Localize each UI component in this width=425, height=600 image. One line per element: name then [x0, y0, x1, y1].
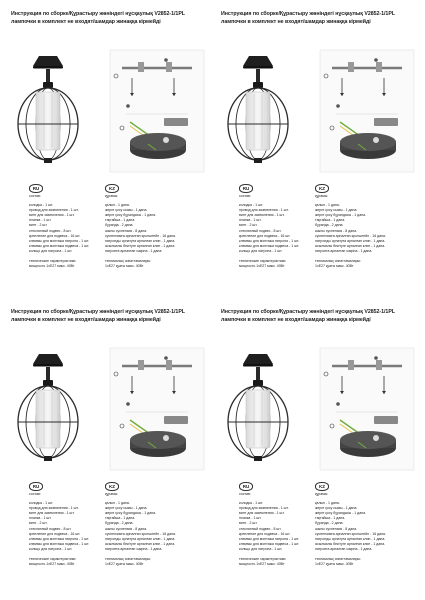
lang-badge-kz: KZ	[105, 184, 119, 193]
spec-heading: техникалық сипаттамалары:	[315, 259, 362, 264]
contents-item: патронға арналған сақина - 1 дана.	[315, 546, 373, 551]
contents-item: планка - 1 шт.	[29, 218, 52, 223]
spec-heading: техникалық сипаттамалары:	[315, 557, 362, 562]
contents-item: планка - 1 шт.	[239, 516, 262, 521]
contents-item: қалып - 1 дана.	[105, 203, 130, 208]
contents-item: колодка - 1 шт.	[29, 203, 54, 208]
contents-item: патронды орнатуға арналған клип - 1 дана.	[105, 238, 176, 243]
contents-ru	[239, 492, 313, 567]
contents-item: крепление для подвеса - 16 шт.	[239, 233, 291, 238]
contents-item: қалып - 1 дана.	[315, 501, 340, 506]
contents-heading: құрамы:	[315, 492, 329, 496]
lamp-illustration	[11, 52, 85, 172]
contents-item: провод для заземления - 1 шт.	[239, 506, 289, 511]
contents-item: клеммы для монтажа подвеса - 1 шт.	[29, 243, 90, 248]
spec-value: 1xE27 қуаты макс. 40Вт	[105, 562, 144, 567]
contents-item: жерге қосу сымы - 1 дана.	[315, 506, 358, 511]
contents-item: патронды орнатуға арналған клип - 1 дана.	[315, 536, 386, 541]
lang-badge-kz: KZ	[105, 482, 119, 491]
contents-item: клеммы для монтажа патрона - 1 шт.	[239, 238, 300, 243]
contents-item: жерге қосу бұрандасы - 1 дана.	[105, 511, 157, 516]
contents-heading: құрамы:	[105, 194, 119, 198]
contents-item: винт для заземления - 1 шт.	[239, 511, 285, 516]
lamp-illustration	[11, 350, 85, 470]
mounting-diagram	[108, 48, 206, 174]
contents-ru	[29, 492, 103, 567]
contents-ru	[29, 194, 103, 269]
instruction-panel	[5, 8, 210, 300]
contents-item: винт - 2 шт.	[239, 521, 258, 526]
contents-item: клеммы для монтажа подвеса - 1 шт.	[29, 541, 90, 546]
mounting-diagram	[318, 48, 416, 174]
contents-item: қалып - 1 дана.	[315, 203, 340, 208]
contents-heading: құрамы:	[315, 194, 329, 198]
spec-heading: техникалық сипаттамалары:	[105, 259, 152, 264]
contents-item: шыны суспензия - 8 дана.	[315, 228, 358, 233]
contents-item: колодка - 1 шт.	[239, 501, 264, 506]
contents-item: бұранда - 2 дана.	[105, 223, 134, 228]
contents-item: қалып - 1 дана.	[105, 501, 130, 506]
contents-item: винт - 2 шт.	[29, 521, 48, 526]
lang-badge-kz: KZ	[315, 482, 329, 491]
contents-item: колодка - 1 шт.	[239, 203, 264, 208]
contents-item: клеммы для монтажа патрона - 1 шт.	[239, 536, 300, 541]
contents-item: тақтайша - 1 дана.	[315, 516, 346, 521]
contents-item: тақтайша - 1 дана.	[315, 218, 346, 223]
contents-item: патронға арналған сақина - 1 дана.	[105, 546, 163, 551]
contents-item: шыны суспензия - 8 дана.	[315, 526, 358, 531]
contents-item: бұранда - 2 дана.	[315, 521, 344, 526]
spec-value: мощность 1xE27 макс. 40Вт	[29, 562, 75, 567]
contents-item: шыны суспензия - 8 дана.	[105, 526, 148, 531]
contents-item: суспензияға арналған кронштейн - 16 дана.	[315, 531, 386, 536]
contents-kz	[315, 492, 415, 567]
mounting-diagram	[318, 346, 416, 472]
contents-item: винт для заземления - 1 шт.	[29, 511, 75, 516]
contents-item: клеммы для монтажа подвеса - 1 шт.	[239, 243, 300, 248]
contents-item: стеклянный подвес - 8 шт.	[29, 228, 72, 233]
panel-title: Инструкция по сборке/Құрастыру жөніндегі нұсқаулық V2852-1/1PL	[11, 11, 185, 17]
contents-item: жерге қосу сымы - 1 дана.	[315, 208, 358, 213]
contents-item: клеммы для монтажа подвеса - 1 шт.	[239, 541, 300, 546]
contents-item: крепление для подвеса - 16 шт.	[239, 531, 291, 536]
spec-heading: технические характеристики:	[29, 259, 77, 264]
contents-item: суспензияға арналған кронштейн - 16 дана.	[105, 233, 176, 238]
contents-item: кольцо для патрона - 1 шт.	[29, 248, 73, 253]
contents-item: планка - 1 шт.	[29, 516, 52, 521]
contents-item: бұранда - 2 дана.	[315, 223, 344, 228]
contents-item: винт - 2 шт.	[29, 223, 48, 228]
contents-item: асылмалы бекітуге арналған клип - 1 дана.	[315, 243, 386, 248]
contents-item: жерге қосу сымы - 1 дана.	[105, 208, 148, 213]
contents-item: стеклянный подвес - 8 шт.	[29, 526, 72, 531]
contents-item: асылмалы бекітуге арналған клип - 1 дана.	[105, 243, 176, 248]
contents-kz	[105, 492, 205, 567]
contents-heading: состав:	[239, 194, 251, 198]
instruction-panel	[215, 8, 420, 300]
spec-value: мощность 1xE27 макс. 40Вт	[239, 562, 285, 567]
contents-item: колодка - 1 шт.	[29, 501, 54, 506]
contents-item: асылмалы бекітуге арналған клип - 1 дана.	[315, 541, 386, 546]
contents-item: крепление для подвеса - 16 шт.	[29, 531, 81, 536]
spec-value: мощность 1xE27 макс. 40Вт	[29, 264, 75, 269]
spec-value: мощность 1xE27 макс. 40Вт	[239, 264, 285, 269]
lamp-illustration	[221, 52, 295, 172]
contents-heading: состав:	[29, 492, 41, 496]
contents-item: кольцо для патрона - 1 шт.	[29, 546, 73, 551]
contents-item: тақтайша - 1 дана.	[105, 218, 136, 223]
contents-ru	[239, 194, 313, 269]
lamp-illustration	[221, 350, 295, 470]
contents-item: винт для заземления - 1 шт.	[29, 213, 75, 218]
contents-item: патронды орнатуға арналған клип - 1 дана.	[105, 536, 176, 541]
spec-heading: техникалық сипаттамалары:	[105, 557, 152, 562]
panel-subtitle: лампочки в комплект не входят/шамдар жинаққа кірмейді	[11, 317, 161, 323]
instruction-panel	[5, 306, 210, 598]
contents-heading: құрамы:	[105, 492, 119, 496]
lang-badge-kz: KZ	[315, 184, 329, 193]
contents-item: винт - 2 шт.	[239, 223, 258, 228]
lang-badge-ru: RU	[239, 184, 253, 193]
contents-item: кольцо для патрона - 1 шт.	[239, 248, 283, 253]
contents-item: шыны суспензия - 8 дана.	[105, 228, 148, 233]
contents-item: тақтайша - 1 дана.	[105, 516, 136, 521]
contents-item: патронға арналған сақина - 1 дана.	[105, 248, 163, 253]
spec-heading: технические характеристики:	[29, 557, 77, 562]
panel-subtitle: лампочки в комплект не входят/шамдар жинаққа кірмейді	[11, 19, 161, 25]
contents-item: жерге қосу бұрандасы - 1 дана.	[105, 213, 157, 218]
contents-item: провод для заземления - 1 шт.	[29, 208, 79, 213]
instruction-panel	[215, 306, 420, 598]
panel-subtitle: лампочки в комплект не входят/шамдар жинаққа кірмейді	[221, 317, 371, 323]
contents-heading: состав:	[29, 194, 41, 198]
spec-heading: технические характеристики:	[239, 557, 287, 562]
contents-item: бұранда - 2 дана.	[105, 521, 134, 526]
spec-value: 1xE27 қуаты макс. 40Вт	[315, 562, 354, 567]
panel-title: Инструкция по сборке/Құрастыру жөніндегі нұсқаулық V2852-1/1PL	[221, 11, 395, 17]
contents-item: стеклянный подвес - 8 шт.	[239, 228, 282, 233]
contents-item: провод для заземления - 1 шт.	[29, 506, 79, 511]
contents-item: асылмалы бекітуге арналған клип - 1 дана.	[105, 541, 176, 546]
contents-item: провод для заземления - 1 шт.	[239, 208, 289, 213]
contents-item: клеммы для монтажа патрона - 1 шт.	[29, 238, 90, 243]
contents-item: патронға арналған сақина - 1 дана.	[315, 248, 373, 253]
panel-title: Инструкция по сборке/Құрастыру жөніндегі нұсқаулық V2852-1/1PL	[11, 309, 185, 315]
contents-heading: состав:	[239, 492, 251, 496]
lang-badge-ru: RU	[239, 482, 253, 491]
spec-value: 1xE27 қуаты макс. 40Вт	[105, 264, 144, 269]
contents-item: суспензияға арналған кронштейн - 16 дана.	[105, 531, 176, 536]
spec-heading: технические характеристики:	[239, 259, 287, 264]
contents-item: винт для заземления - 1 шт.	[239, 213, 285, 218]
contents-item: жерге қосу бұрандасы - 1 дана.	[315, 213, 367, 218]
lang-badge-ru: RU	[29, 184, 43, 193]
contents-item: жерге қосу сымы - 1 дана.	[105, 506, 148, 511]
panel-subtitle: лампочки в комплект не входят/шамдар жинаққа кірмейді	[221, 19, 371, 25]
contents-item: планка - 1 шт.	[239, 218, 262, 223]
contents-kz	[105, 194, 205, 269]
contents-item: жерге қосу бұрандасы - 1 дана.	[315, 511, 367, 516]
contents-kz	[315, 194, 415, 269]
panel-title: Инструкция по сборке/Құрастыру жөніндегі нұсқаулық V2852-1/1PL	[221, 309, 395, 315]
contents-item: патронды орнатуға арналған клип - 1 дана.	[315, 238, 386, 243]
contents-item: клеммы для монтажа патрона - 1 шт.	[29, 536, 90, 541]
lang-badge-ru: RU	[29, 482, 43, 491]
spec-value: 1xE27 қуаты макс. 40Вт	[315, 264, 354, 269]
contents-item: крепление для подвеса - 16 шт.	[29, 233, 81, 238]
contents-item: кольцо для патрона - 1 шт.	[239, 546, 283, 551]
mounting-diagram	[108, 346, 206, 472]
contents-item: суспензияға арналған кронштейн - 16 дана.	[315, 233, 386, 238]
contents-item: стеклянный подвес - 8 шт.	[239, 526, 282, 531]
